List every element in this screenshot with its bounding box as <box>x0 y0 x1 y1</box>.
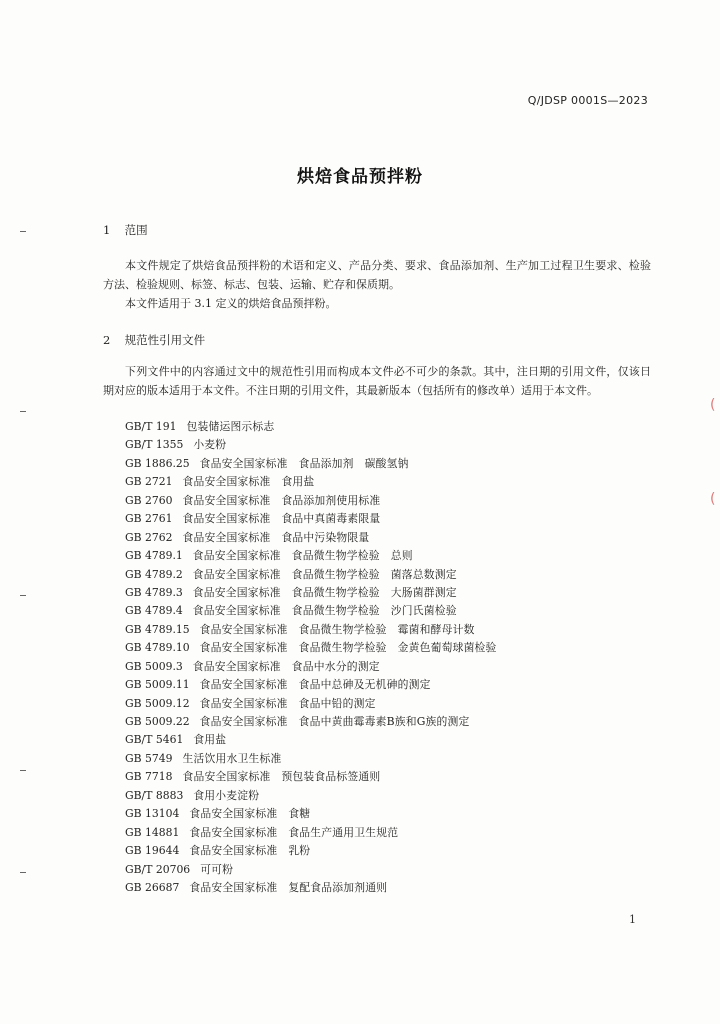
reference-code: GB 4789.15 <box>125 622 190 636</box>
page-number: 1 <box>629 913 636 926</box>
reference-title: 食品安全国家标准 食用盐 <box>182 475 315 489</box>
reference-code: GB/T 1355 <box>125 438 184 452</box>
section-1-body <box>103 256 651 313</box>
seal-edge-mark: ( <box>710 397 716 413</box>
reference-item <box>125 731 497 749</box>
reference-item <box>125 639 497 657</box>
reference-title: 食品安全国家标准 食品添加剂使用标准 <box>182 493 381 507</box>
margin-mark <box>20 770 26 771</box>
reference-item <box>125 658 497 676</box>
applicability-paragraph: 本文件适用于 3.1 定义的烘焙食品预拌粉。 <box>125 297 337 310</box>
reference-code: GB 1886.25 <box>125 456 190 470</box>
margin-mark <box>20 411 26 412</box>
margin-mark <box>20 595 26 596</box>
reference-item <box>125 768 497 786</box>
reference-title: 可可粉 <box>200 862 234 876</box>
reference-item <box>125 510 497 528</box>
reference-item <box>125 584 497 602</box>
reference-item <box>125 492 497 510</box>
reference-code: GB 26687 <box>125 880 180 894</box>
reference-title: 食品安全国家标准 食糖 <box>189 807 311 821</box>
reference-code: GB 5009.22 <box>125 715 190 728</box>
reference-code: GB 4789.2 <box>125 567 183 581</box>
reference-code: GB 13104 <box>125 807 180 821</box>
section-1-heading <box>103 222 148 238</box>
reference-code: GB 4789.1 <box>125 549 183 563</box>
reference-title: 小麦粉 <box>193 438 227 452</box>
reference-item <box>125 713 497 731</box>
reference-list <box>125 418 497 897</box>
reference-title: 食品安全国家标准 食品微生物学检验 金黄色葡萄球菌检验 <box>199 641 497 655</box>
reference-title: 食品安全国家标准 食品中黄曲霉毒素B族和G族的测定 <box>199 715 470 728</box>
reference-item <box>125 787 497 805</box>
reference-code: GB 4789.10 <box>125 641 190 655</box>
reference-code: GB 4789.4 <box>125 604 183 618</box>
seal-edge-mark: ( <box>710 491 716 507</box>
reference-code: GB 7718 <box>125 770 173 784</box>
reference-title: 食品安全国家标准 食品中污染物限量 <box>182 530 370 544</box>
reference-code: GB 5009.12 <box>125 696 190 710</box>
reference-title: 食品安全国家标准 食品微生物学检验 大肠菌群测定 <box>192 585 457 599</box>
margin-mark <box>20 872 26 873</box>
reference-title: 食品安全国家标准 乳粉 <box>189 844 311 858</box>
reference-title: 食品安全国家标准 食品微生物学检验 沙门氏菌检验 <box>192 604 457 618</box>
reference-code: GB 4789.3 <box>125 585 183 599</box>
document-title: 烘焙食品预拌粉 <box>297 167 423 187</box>
reference-item <box>125 529 497 547</box>
reference-title: 包装储运图示标志 <box>186 420 275 433</box>
reference-title: 食品安全国家标准 食品生产通用卫生规范 <box>189 825 399 839</box>
section-1-title: 范围 <box>124 223 148 237</box>
reference-code: GB/T 20706 <box>125 862 191 876</box>
reference-item <box>125 455 497 473</box>
reference-code: GB/T 8883 <box>125 788 184 802</box>
reference-code: GB 5749 <box>125 751 173 765</box>
document-code: Q/JDSP 0001S—2023 <box>527 94 648 107</box>
reference-item <box>125 436 497 454</box>
reference-title: 食品安全国家标准 食品中总砷及无机砷的测定 <box>199 678 431 692</box>
section-2-number: 2 <box>103 333 111 347</box>
reference-item <box>125 621 497 639</box>
reference-item <box>125 676 497 694</box>
reference-title: 生活饮用水卫生标准 <box>182 751 282 765</box>
reference-item <box>125 842 497 860</box>
reference-code: GB 2761 <box>125 512 173 526</box>
reference-title: 食品安全国家标准 食品中真菌毒素限量 <box>182 512 381 526</box>
margin-mark <box>20 231 26 232</box>
reference-title: 食品安全国家标准 预包装食品标签通则 <box>182 770 381 784</box>
reference-title: 食用盐 <box>193 733 227 747</box>
reference-code: GB 2721 <box>125 475 173 489</box>
reference-title: 食品安全国家标准 食品添加剂 碳酸氢钠 <box>199 456 409 470</box>
reference-code: GB 5009.11 <box>125 678 190 692</box>
reference-title: 食品安全国家标准 食品微生物学检验 总则 <box>192 549 413 563</box>
reference-code: GB 2760 <box>125 493 173 507</box>
reference-title: 食品安全国家标准 食品中水分的测定 <box>192 659 380 673</box>
reference-item <box>125 750 497 768</box>
reference-code: GB/T 5461 <box>125 733 184 747</box>
reference-code: GB 19644 <box>125 844 180 858</box>
reference-title: 食用小麦淀粉 <box>193 788 260 802</box>
section-2-title: 规范性引用文件 <box>124 333 206 347</box>
reference-item <box>125 805 497 823</box>
reference-item <box>125 473 497 491</box>
reference-item <box>125 861 497 879</box>
section-1-number: 1 <box>103 223 111 237</box>
reference-title: 食品安全国家标准 食品中铅的测定 <box>199 696 376 710</box>
reference-code: GB 14881 <box>125 825 180 839</box>
scope-paragraph: 本文件规定了烘焙食品预拌粉的术语和定义、产品分类、要求、食品添加剂、生产加工过程卫生要求、检验方法、检验规则、标签、标志、包装、运输、贮存和保质期。 <box>103 259 651 291</box>
references-intro-paragraph: 下列文件中的内容通过文中的规范性引用而构成本文件必不可少的条款。其中，注日期的引用文件，仅该日期对应的版本适用于本文件。不注日期的引用文件，其最新版本（包括所有的修改单）适用于本文件。 <box>103 365 651 397</box>
reference-title: 食品安全国家标准 复配食品添加剂通则 <box>189 880 388 894</box>
reference-item <box>125 547 497 565</box>
reference-item <box>125 695 497 713</box>
reference-code: GB/T 191 <box>125 420 177 433</box>
reference-code: GB 2762 <box>125 530 173 544</box>
reference-item <box>125 602 497 620</box>
reference-item <box>125 824 497 842</box>
reference-title: 食品安全国家标准 食品微生物学检验 菌落总数测定 <box>192 567 457 581</box>
reference-code: GB 5009.3 <box>125 659 183 673</box>
section-2-body <box>103 362 651 400</box>
reference-item <box>125 879 497 897</box>
reference-title: 食品安全国家标准 食品微生物学检验 霉菌和酵母计数 <box>199 622 475 636</box>
reference-item <box>125 418 497 436</box>
section-2-heading <box>103 332 205 348</box>
reference-item <box>125 566 497 584</box>
